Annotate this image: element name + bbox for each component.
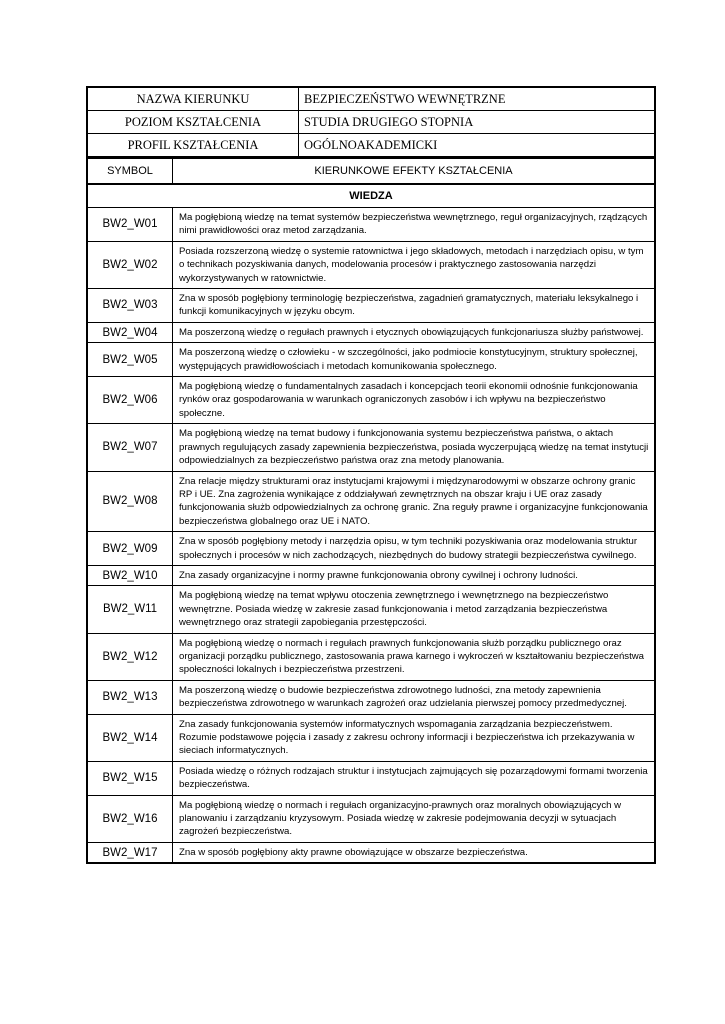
effect-description: Ma pogłębioną wiedzę na temat systemów bezpieczeństwa wewnętrznego, reguł organizacyjnych, rządzących nimi prawidłowości oraz metod zarządzania. [173,208,656,242]
effect-description: Ma pogłębioną wiedzę o fundamentalnych zasadach i koncepcjach teorii ekonomii odnośnie funkcjonowania rynków oraz gospodarowania w warunkach ograniczonych zasobów i ich wpływu na bezpieczeństwo społeczne. [173,377,656,424]
effect-code: BW2_W07 [87,424,173,471]
table-row [87,322,655,342]
effect-description: Zna zasady funkcjonowania systemów informatycznych wspomagania zarządzania bezpieczeństwem. Rozumie podstawowe pojęcia i zasady z zakresu ochrony informacji i bezpieczeństwa ich przekazywania w sieciach informatycznych. [173,714,656,761]
effect-code: BW2_W09 [87,532,173,566]
effect-code: BW2_W14 [87,714,173,761]
table-row [87,586,655,633]
table-row [87,208,655,242]
header-row-profil [87,134,655,158]
symbol-column-header: SYMBOL [87,159,173,185]
effect-code: BW2_W06 [87,377,173,424]
table-row [87,532,655,566]
effect-description: Zna zasady organizacyjne i normy prawne funkcjonowania obrony cywilnej i ochrony ludności. [173,565,656,585]
effect-description: Posiada rozszerzoną wiedzę o systemie ratownictwa i jego składowych, metodach i narzędziach opisu, w tym o technikach pozyskiwania danych, modelowania procesów i praktycznego zastosowania narzędzi wykorzystywanych w ratownictwie. [173,241,656,288]
header-value: BEZPIECZEŃSTWO WEWNĘTRZNE [299,87,656,111]
effect-description: Posiada wiedzę o różnych rodzajach struktur i instytucjach zajmujących się pozarządowymi formami tworzenia bezpieczeństwa. [173,761,656,795]
section-title: WIEDZA [87,184,655,208]
table-row [87,633,655,680]
header-label: NAZWA KIERUNKU [87,87,299,111]
table-row [87,424,655,471]
effects-table [86,158,656,864]
effect-code: BW2_W17 [87,842,173,863]
table-row [87,714,655,761]
table-row [87,761,655,795]
table-row [87,377,655,424]
table-row [87,795,655,842]
effect-code: BW2_W04 [87,322,173,342]
effect-description: Ma pogłębioną wiedzę na temat wpływu otoczenia zewnętrznego i wewnętrznego na bezpieczeństwo wewnętrzne. Posiada wiedzę w zakresie zasad funkcjonowania i metod zarządzania bezpieczeństwa wewnętrznego oraz strategii zapobiegania przestępczości. [173,586,656,633]
effect-code: BW2_W12 [87,633,173,680]
header-row-kierunek [87,87,655,111]
table-row [87,343,655,377]
effects-column-headers [87,159,655,185]
effect-description: Zna w sposób pogłębiony metody i narzędzia opisu, w tym techniki pozyskiwania oraz modelowania struktur społecznych i procesów w nich zachodzących, niezbędnych do budowy strategii bezpieczeństwa cywilnego. [173,532,656,566]
effect-description: Zna w sposób pogłębiony akty prawne obowiązujące w obszarze bezpieczeństwa. [173,842,656,863]
table-row [87,289,655,323]
header-row-poziom [87,111,655,134]
effect-code: BW2_W16 [87,795,173,842]
effect-code: BW2_W08 [87,471,173,532]
effect-code: BW2_W05 [87,343,173,377]
effect-description: Ma pogłębioną wiedzę na temat budowy i funkcjonowania systemu bezpieczeństwa państwa, o aktach prawnych regulujących zasady zapewnienia bezpieczeństwa, posiada wyczerpującą wiedzę na temat instytucji odpowiedzialnych za bezpieczeństwo państwa oraz zna metody planowania. [173,424,656,471]
effect-code: BW2_W01 [87,208,173,242]
effects-rows [87,208,655,864]
table-row [87,680,655,714]
effect-description: Ma pogłębioną wiedzę o normach i regułach organizacyjno-prawnych oraz moralnych obowiązujących w planowaniu i zarządzaniu kryzysowym. Posiada wiedzę w zakresie podejmowania decyzji w sytuacjach zagrożeń bezpieczeństwa. [173,795,656,842]
effect-code: BW2_W11 [87,586,173,633]
effect-code: BW2_W10 [87,565,173,585]
effect-code: BW2_W02 [87,241,173,288]
table-row [87,471,655,532]
section-row [87,184,655,208]
effect-code: BW2_W15 [87,761,173,795]
effect-description: Ma poszerzoną wiedzę o człowieku - w szczególności, jako podmiocie konstytucyjnym, struktury społecznej, występujących prawidłowościach i metodach komunikowania społecznego. [173,343,656,377]
effects-column-header: KIERUNKOWE EFEKTY KSZTAŁCENIA [173,159,656,185]
header-label: POZIOM KSZTAŁCENIA [87,111,299,134]
table-row [87,241,655,288]
program-header-table [86,86,656,158]
header-label: PROFIL KSZTAŁCENIA [87,134,299,158]
effect-description: Zna relacje między strukturami oraz instytucjami krajowymi i międzynarodowymi w obszarze ochrony granic RP i UE. Zna zagrożenia wynikające z oddziaływań zewnętrznych na obszar kraju i UE oraz zasady funkcjonowania służb odpowiedzialnych za ochronę granic. Zna reguły prawne i organizacyjne funkcjonowania bezpieczeństwa globalnego oraz UE i NATO. [173,471,656,532]
effect-description: Ma pogłębioną wiedzę o normach i regułach prawnych funkcjonowania służb porządku publicznego oraz organizacji porządku publicznego, zastosowania prawa karnego i wykroczeń w kształtowaniu bezpieczeństwa społeczności lokalnych i bezpieczeństwa przestrzeni. [173,633,656,680]
effect-description: Ma poszerzoną wiedzę o regułach prawnych i etycznych obowiązujących funkcjonariusza służby państwowej. [173,322,656,342]
header-value: STUDIA DRUGIEGO STOPNIA [299,111,656,134]
effect-code: BW2_W13 [87,680,173,714]
effect-code: BW2_W03 [87,289,173,323]
header-value: OGÓLNOAKADEMICKI [299,134,656,158]
table-row [87,842,655,863]
table-row [87,565,655,585]
effect-description: Ma poszerzoną wiedzę o budowie bezpieczeństwa zdrowotnego ludności, zna metody zapewnienia bezpieczeństwa zdrowotnego w warunkach zagrożeń oraz udzielania pierwszej pomocy przedmedycznej. [173,680,656,714]
document-page [86,86,656,864]
effect-description: Zna w sposób pogłębiony terminologię bezpieczeństwa, zagadnień gramatycznych, materiału leksykalnego i funkcji komunikacyjnych w języku obcym. [173,289,656,323]
